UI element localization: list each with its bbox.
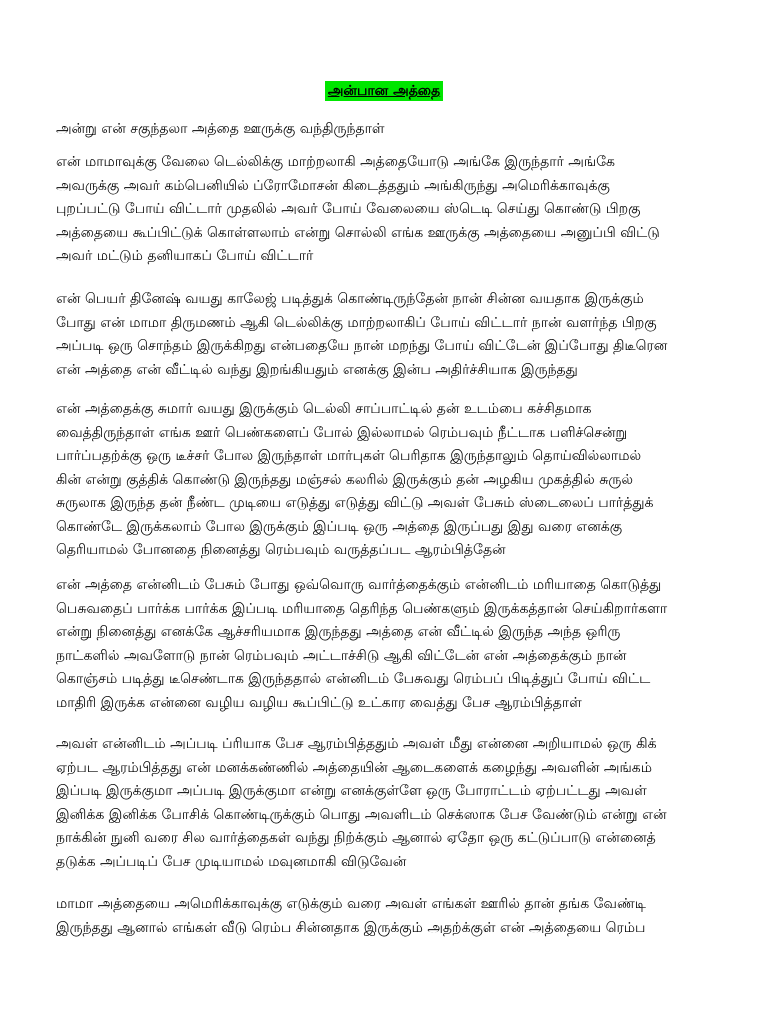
text-line: என் பெயர் தினேஷ் வயது காலேஜ் படித்துக் கொண்டிருந்தேன் நான் சின்ன வயதாக இருக்கும் — [56, 291, 644, 307]
text-line: தடுக்க அப்படிப் பேச முடியாமல் மவுனமாகி விடுவேன் — [56, 853, 407, 870]
text-line: தெரியாமல் போனதை நினைத்து ரெம்பவும் வருத்தப்பட ஆரம்பித்தேன் — [56, 542, 506, 558]
paragraph — [56, 574, 732, 715]
text-line: என் மாமாவுக்கு வேலை டெல்லிக்கு மாற்றலாகி அத்தையோடு அங்கே இருந்தார் அங்கே — [56, 154, 616, 170]
text-line: என் அத்தை என் வீட்டில் வந்து இறங்கியதும் எனக்கு இன்ப அதிர்ச்சியாக இருந்தது — [56, 361, 578, 378]
paragraph — [56, 893, 732, 940]
text-line: அவள் என்னிடம் அப்படி ப்ரியாக பேச ஆரம்பித்ததும் அவள் மீது என்னை அறியாமல் ஒரு கிக் — [56, 736, 657, 752]
text-line: கொஞ்சம் படித்து டீசெண்டாக இருந்ததால் என்னிடம் பேசுவது ரெம்பப் பிடித்துப் போய் விட்ட — [56, 671, 651, 687]
text-line: வைத்திருந்தாள் எங்க ஊர் பெண்களைப் போல் இல்லாமல் ரெம்பவும் நீட்டாக பளிச்சென்று — [56, 424, 628, 441]
text-line: அவர் மட்டும் தனியாகப் போய் விட்டார் — [56, 248, 314, 264]
text-line: நாக்கின் நுனி வரை சில வார்த்தைகள் வந்து நிற்க்கும் ஆனால் ஏதோ ஒரு கட்டுப்பாடு என்னைத் — [56, 830, 656, 846]
text-line: போது என் மாமா திருமணம் ஆகி டெல்லிக்கு மாற்றலாகிப் போய் விட்டார் நான் வளர்ந்த பிறகு — [56, 314, 657, 331]
text-line: அன்று என் சகுந்தலா அத்தை ஊருக்கு வந்திருந்தாள் — [56, 121, 385, 137]
text-line: அத்தையை கூப்பிட்டுக் கொள்ளலாம் என்று சொல்லி எங்க ஊருக்கு அத்தையை அனுப்பி விட்டு — [56, 224, 660, 241]
paragraph — [56, 288, 732, 382]
text-line: கொண்டே இருக்கலாம் போல இருக்கும் இப்படி ஒரு அத்தை இருப்பது இது வரை எனக்கு — [56, 518, 623, 535]
text-line: என் அத்தை என்னிடம் பேசும் போது ஒவ்வொரு வார்த்தைக்கும் என்னிடம் மரியாதை கொடுத்து — [56, 577, 662, 593]
text-line: பார்ப்பதற்க்கு ஒரு டீச்சர் போல இருந்தாள் மார்புகள் பெரிதாக இருந்தாலும் தொய்வில்லாமல் — [56, 448, 642, 464]
page-title: அன்பான அத்தை — [325, 81, 443, 101]
text-line: இப்படி இருக்குமா அப்படி இருக்குமா என்று எனக்குள்ளே ஒரு போராட்டம் ஏற்பட்டது அவள் — [56, 783, 647, 799]
text-line: இனிக்க இனிக்க போசிக் கொண்டிருக்கும் பொது அவளிடம் செக்ஸாக பேச வேண்டும் என்று என் — [56, 806, 667, 823]
paragraph — [56, 398, 732, 563]
text-line: கின் என்று குத்திக் கொண்டு இருந்தது மஞ்சல் கலரில் இருக்கும் தன் அழகிய முகத்தில் சுருல் — [56, 471, 633, 488]
text-line: அப்படி ஒரு சொந்தம் இருக்கிறது என்பதையே நான் மறந்து போய் விட்டேன் இப்போது திடீரென — [56, 338, 668, 354]
text-line: மாமா அத்தையை அமெரிக்காவுக்கு எடுக்கும் வரை அவள் எங்கள் ஊரில் தான் தங்க வேண்டி — [56, 896, 646, 912]
text-line: ஏற்பட ஆரம்பித்தது என் மனக்கண்ணில் அத்தையின் ஆடைகளைக் கழைந்து அவளின் அங்கம் — [56, 759, 652, 776]
text-line: அவருக்கு அவர் கம்பெனியில் ப்ரோமோசன் கிடைத்ததும் அங்கிருந்து அமெரிக்காவுக்கு — [56, 177, 610, 194]
title-container — [0, 80, 768, 101]
text-line: இருந்தது ஆனால் எங்கள் வீடு ரெம்ப சின்னதாக இருக்கும் அதற்க்குள் என் அத்தையை ரெம்ப — [56, 919, 646, 936]
paragraph — [56, 151, 732, 269]
text-line: மாதிரி இருக்க என்னை வழிய வழிய கூப்பிட்டு உட்கார வைத்து பேச ஆரம்பித்தாள் — [56, 694, 582, 711]
text-line: நாட்களில் அவளோடு நான் ரெம்பவும் அட்டாச்சிடு ஆகி விட்டேன் என் அத்தைக்கும் நான் — [56, 647, 627, 664]
text-line: புறப்பட்டு போய் விட்டார் முதலில் அவர் போய் வேலையை ஸ்டெடி செய்து கொண்டு பிறகு — [56, 201, 641, 217]
text-line: பெசுவதைப் பார்க்க பார்க்க இப்படி மரியாதை தெரிந்த பெண்களும் இருக்கத்தான் செய்கிறார்களா — [56, 600, 668, 617]
paragraph — [56, 118, 732, 142]
paragraph — [56, 733, 732, 874]
text-line: சுருலாக இருந்த தன் நீண்ட முடியை எடுத்து எடுத்து விட்டு அவள் பேசும் ஸ்டைலைப் பார்த்துக் — [56, 495, 654, 511]
text-line: என்று நினைத்து எனக்கே ஆச்சரியமாக இருந்தது அத்தை என் வீட்டில் இருந்த அந்த ஒரிரு — [56, 624, 621, 640]
text-line: என் அத்தைக்கு சுமார் வயது இருக்கும் டெல்லி சாப்பாட்டில் தன் உடம்பை கச்சிதமாக — [56, 401, 592, 417]
